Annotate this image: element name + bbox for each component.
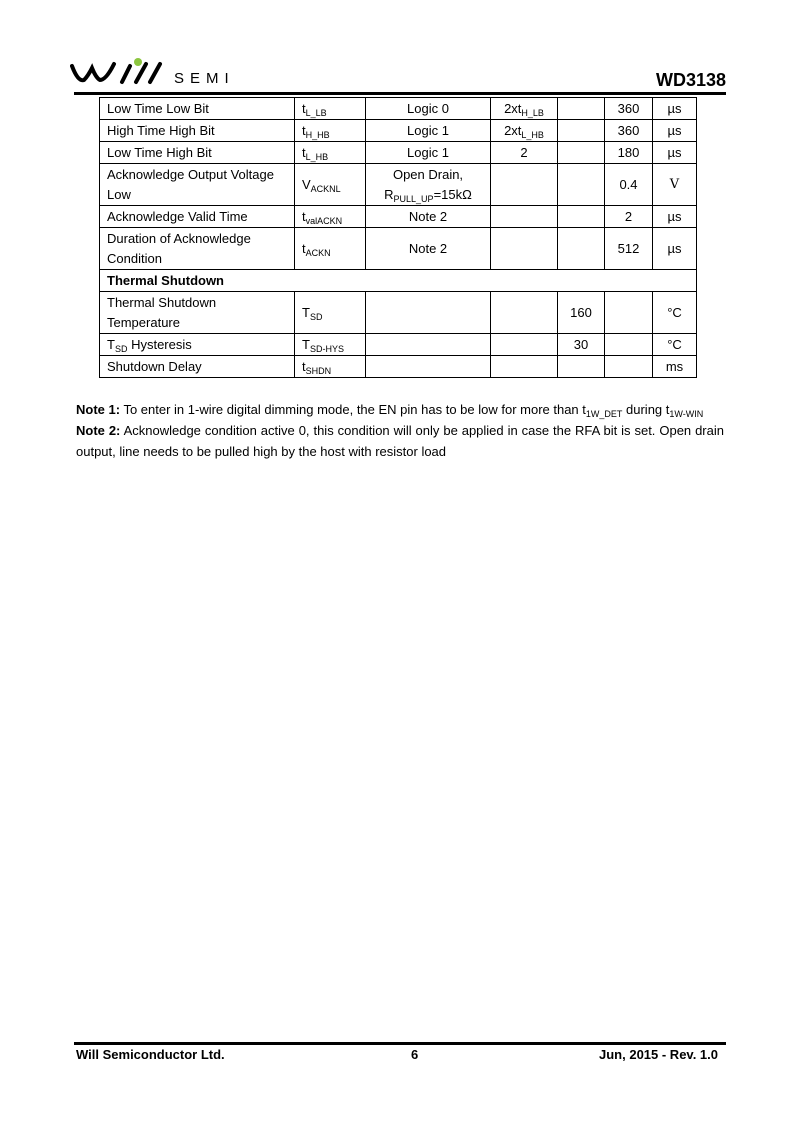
param-cell: $T_{SD}$ Hysteresis xyxy=(100,334,295,356)
typ-cell xyxy=(558,120,605,142)
typ-cell xyxy=(558,356,605,378)
note-1: Note 1: To enter in 1-wire digital dimming mode, the EN pin has to be low for more than $t_{1W\_DET}$ during $t_{1W-WIN}$ xyxy=(76,402,704,419)
max-cell xyxy=(605,292,653,334)
condition-cell: Logic 1 xyxy=(366,120,491,142)
min-cell xyxy=(491,206,558,228)
table-row xyxy=(100,206,697,228)
table-row xyxy=(100,98,697,120)
symbol-cell: $T_{SD-HYS}$ xyxy=(295,334,366,356)
table-row xyxy=(100,164,697,206)
min-cell: 2 xyxy=(491,142,558,164)
unit-cell: µs xyxy=(653,98,697,120)
table-row xyxy=(100,228,697,270)
symbol-cell: $T_{SD}$ xyxy=(295,292,366,334)
unit-cell: µs xyxy=(653,142,697,164)
symbol-cell: $t_{H\_HB}$ xyxy=(295,120,366,142)
document-id: WD3138 xyxy=(655,70,726,90)
max-cell: 360 xyxy=(605,120,653,142)
condition-cell: Open Drain, $R_{PULL\_UP}=15k\Omega$ xyxy=(366,164,491,206)
min-cell: $2xt_{H\_LB}$ xyxy=(491,98,558,120)
footer-rule xyxy=(74,1042,726,1045)
notes-block xyxy=(76,399,724,462)
table-row xyxy=(100,120,697,142)
min-cell xyxy=(491,334,558,356)
logo-green-dot xyxy=(134,58,142,66)
typ-cell xyxy=(558,164,605,206)
param-cell: Low Time Low Bit xyxy=(100,98,295,120)
symbol-cell: $t_{valACKN}$ xyxy=(295,206,366,228)
unit-cell: µs xyxy=(653,228,697,270)
symbol-cell: $t_{L\_LB}$ xyxy=(295,98,366,120)
unit-cell: ms xyxy=(653,356,697,378)
will-semi-logo xyxy=(70,56,270,90)
min-cell xyxy=(491,228,558,270)
footer-company: Will Semiconductor Ltd. xyxy=(76,1047,225,1062)
max-cell: 0.4 xyxy=(605,164,653,206)
symbol-cell: $t_{SHDN}$ xyxy=(295,356,366,378)
unit-cell: °C xyxy=(653,292,697,334)
typ-cell xyxy=(558,142,605,164)
max-cell: 180 xyxy=(605,142,653,164)
param-cell: Acknowledge Output Voltage Low xyxy=(100,164,295,206)
logo-text: SEMI xyxy=(174,70,235,87)
table-row xyxy=(100,142,697,164)
min-cell xyxy=(491,356,558,378)
max-cell: 360 xyxy=(605,98,653,120)
condition-cell: Logic 0 xyxy=(366,98,491,120)
table-row xyxy=(100,292,697,334)
typ-cell xyxy=(558,98,605,120)
param-cell: Duration of Acknowledge Condition xyxy=(100,228,295,270)
param-cell: Thermal Shutdown Temperature xyxy=(100,292,295,334)
electrical-characteristics-table xyxy=(99,97,697,378)
max-cell: 2 xyxy=(605,206,653,228)
header-rule xyxy=(74,92,726,95)
note-2: Note 2: Acknowledge condition active 0, this condition will only be applied in case the RFA bit is set. Open drain output, line needs to be pulled high by the host with resistor load xyxy=(76,423,724,459)
unit-cell: °C xyxy=(653,334,697,356)
unit-cell: µs xyxy=(653,206,697,228)
max-cell: 512 xyxy=(605,228,653,270)
unit-cell: V xyxy=(653,164,697,206)
max-cell xyxy=(605,356,653,378)
condition-cell: Note 2 xyxy=(366,228,491,270)
max-cell xyxy=(605,334,653,356)
unit-cell: µs xyxy=(653,120,697,142)
typ-cell: 30 xyxy=(558,334,605,356)
note-1-label: Note 1: xyxy=(76,402,121,417)
table-row xyxy=(100,356,697,378)
footer-date-revision: Jun, 2015 - Rev. 1.0 xyxy=(599,1047,718,1062)
param-cell: High Time High Bit xyxy=(100,120,295,142)
symbol-cell: $t_{ACKN}$ xyxy=(295,228,366,270)
min-cell xyxy=(491,292,558,334)
param-cell: Low Time High Bit xyxy=(100,142,295,164)
section-title: Thermal Shutdown xyxy=(100,270,697,292)
condition-cell: Note 2 xyxy=(366,206,491,228)
condition-cell xyxy=(366,292,491,334)
min-cell: $2xt_{L\_HB}$ xyxy=(491,120,558,142)
condition-cell xyxy=(366,356,491,378)
footer-page-number: 6 xyxy=(411,1047,419,1062)
typ-cell: 160 xyxy=(558,292,605,334)
condition-cell: Logic 1 xyxy=(366,142,491,164)
param-cell: Shutdown Delay xyxy=(100,356,295,378)
note-2-label: Note 2: xyxy=(76,423,121,438)
symbol-cell: $V_{ACKNL}$ xyxy=(295,164,366,206)
section-row xyxy=(100,270,697,292)
typ-cell xyxy=(558,228,605,270)
table-row xyxy=(100,334,697,356)
symbol-cell: $t_{L\_HB}$ xyxy=(295,142,366,164)
condition-cell xyxy=(366,334,491,356)
page-header xyxy=(70,56,726,96)
typ-cell xyxy=(558,206,605,228)
param-cell: Acknowledge Valid Time xyxy=(100,206,295,228)
min-cell xyxy=(491,164,558,206)
